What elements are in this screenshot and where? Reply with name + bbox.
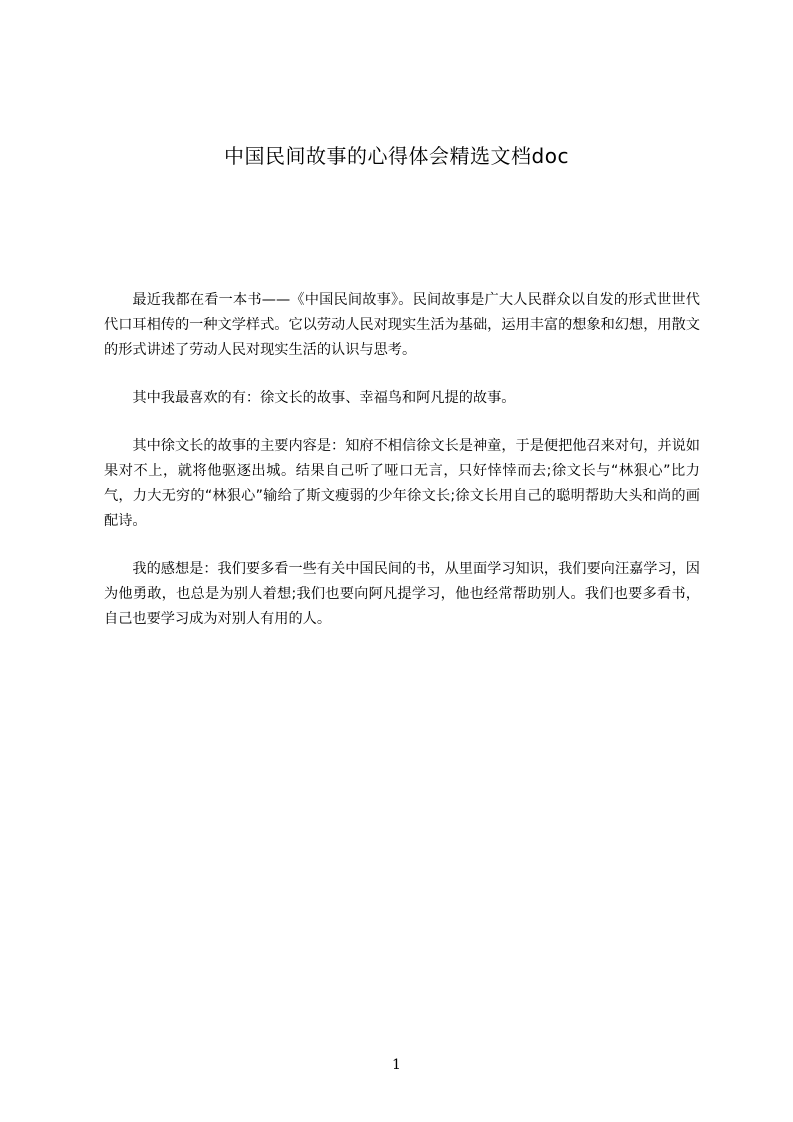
document-title: 中国民间故事的心得体会精选文档doc	[224, 144, 569, 168]
document-body	[104, 288, 700, 655]
page-number: 1	[392, 1057, 401, 1073]
paragraph-xu-wenchang: 其中徐文长的故事的主要内容是：知府不相信徐文长是神童，于是便把他召来对句，并说如果对不上，就将他驱逐出城。结果自己听了哑口无言，只好悻悻而去;徐文长与“林狠心”比力气，力大无穷的“林狠心”输给了斯文瘦弱的少年徐文长;徐文长用自己的聪明帮助大头和尚的画配诗。	[104, 438, 700, 529]
paragraph-favorites: 其中我最喜欢的有：徐文长的故事、幸福鸟和阿凡提的故事。	[132, 390, 516, 406]
paragraph-intro: 最近我都在看一本书——《中国民间故事》。民间故事是广大人民群众以自发的形式世世代代口耳相传的一种文学样式。它以劳动人民对现实生活为基础，运用丰富的想象和幻想，用散文的形式讲述了劳动人民对现实生活的认识与思考。	[104, 292, 700, 358]
paragraph-reflection: 我的感想是：我们要多看一些有关中国民间的书，从里面学习知识，我们要向汪嘉学习，因为他勇敢，也总是为别人着想;我们也要向阿凡提学习，他也经常帮助别人。我们也要多看书，自己也要学习成为对别人有用的人。	[104, 561, 700, 627]
